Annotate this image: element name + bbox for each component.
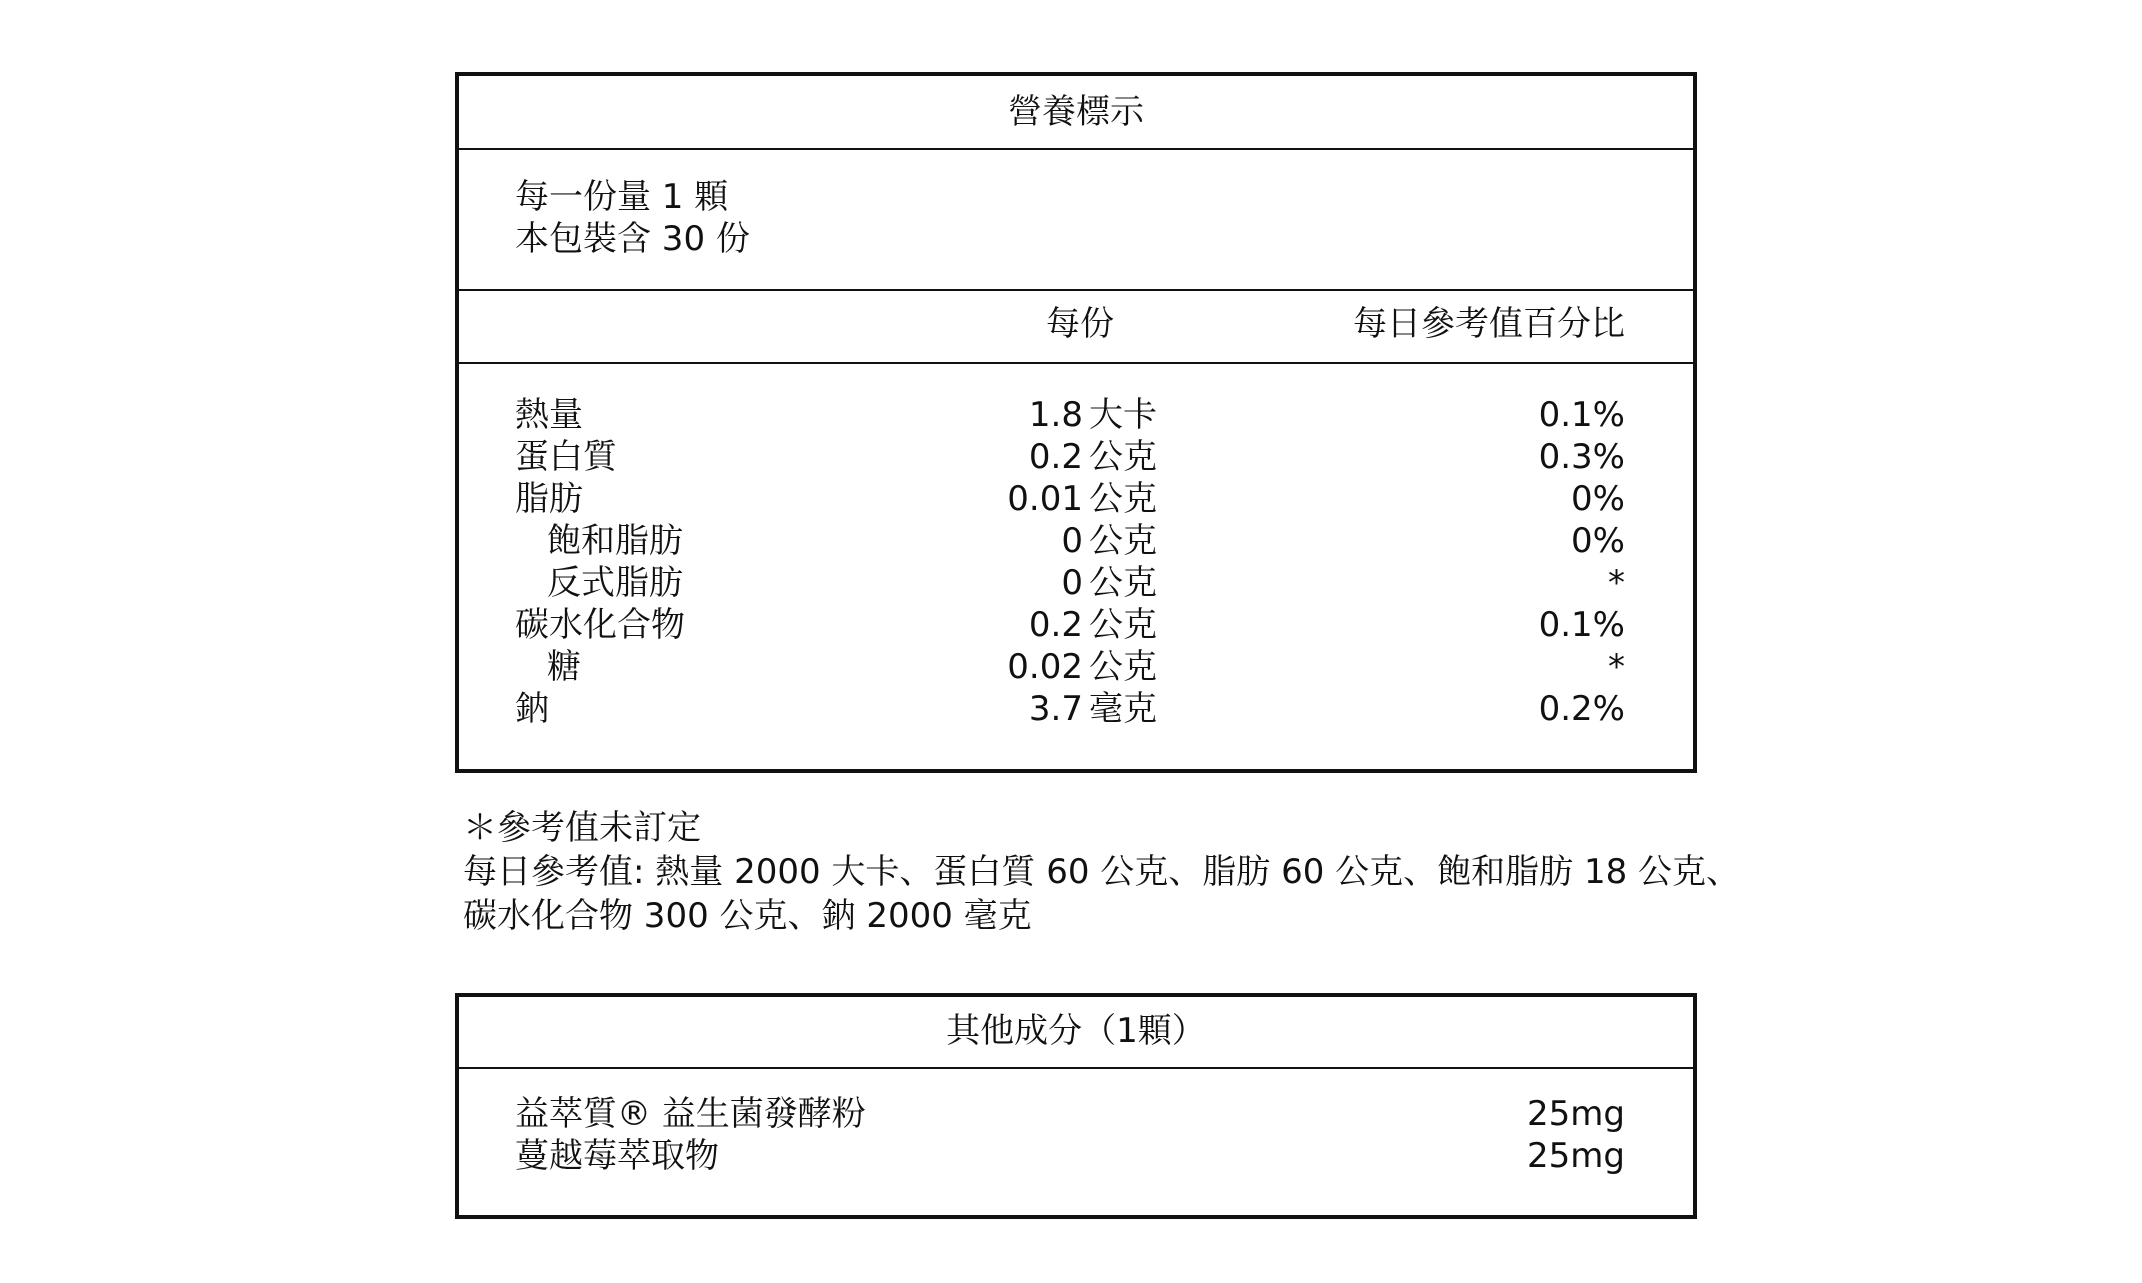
nutrient-unit: 毫克 bbox=[1089, 689, 1157, 729]
footnote-undetermined: ＊參考值未訂定 bbox=[463, 808, 701, 848]
nutrient-amount: 0.02 bbox=[1007, 647, 1083, 687]
other-ingredients-panel bbox=[455, 993, 1697, 1219]
nutrient-daily-value: 0.1% bbox=[1538, 395, 1625, 435]
nutrient-name: 脂肪 bbox=[515, 479, 583, 519]
nutrient-daily-value: 0% bbox=[1571, 479, 1625, 519]
ingredient-name: 蔓越莓萃取物 bbox=[515, 1136, 719, 1176]
nutrition-facts-panel bbox=[455, 72, 1697, 773]
ingredient-amount: 25mg bbox=[1527, 1094, 1625, 1134]
nutrient-name: 糖 bbox=[547, 647, 581, 687]
nutrient-name: 碳水化合物 bbox=[515, 605, 685, 645]
column-header-daily-value: 每日參考值百分比 bbox=[1353, 304, 1625, 344]
column-header-per-serving: 每份 bbox=[1046, 304, 1114, 344]
footnote-daily-reference-line-2: 碳水化合物 300 公克、鈉 2000 毫克 bbox=[463, 896, 1032, 936]
nutrient-amount: 0.2 bbox=[1028, 605, 1083, 645]
nutrition-panel-title: 營養標示 bbox=[1008, 92, 1144, 132]
ingredient-name: 益萃質® 益生菌發酵粉 bbox=[515, 1094, 866, 1134]
nutrient-name: 熱量 bbox=[515, 395, 583, 435]
nutrient-daily-value: 0.3% bbox=[1538, 437, 1625, 477]
servings-per-package: 本包裝含 30 份 bbox=[515, 219, 750, 259]
nutrient-name: 鈉 bbox=[515, 689, 549, 729]
nutrient-daily-value: * bbox=[1608, 647, 1625, 687]
ingredients-panel-title: 其他成分（1顆） bbox=[946, 1011, 1206, 1051]
nutrient-row-calories bbox=[459, 394, 1693, 436]
nutrient-daily-value: 0.2% bbox=[1538, 689, 1625, 729]
nutrient-unit: 公克 bbox=[1089, 647, 1157, 687]
ingredient-row bbox=[459, 1093, 1693, 1135]
nutrient-amount: 0.01 bbox=[1007, 479, 1083, 519]
nutrient-unit: 大卡 bbox=[1089, 395, 1157, 435]
nutrient-unit: 公克 bbox=[1089, 605, 1157, 645]
nutrient-row-fat bbox=[459, 478, 1693, 520]
footnote-daily-reference-line-1: 每日參考值: 熱量 2000 大卡、蛋白質 60 公克、脂肪 60 公克、飽和脂肪 18 公克、 bbox=[463, 852, 1741, 892]
nutrient-daily-value: * bbox=[1608, 563, 1625, 603]
nutrient-daily-value: 0.1% bbox=[1538, 605, 1625, 645]
divider bbox=[459, 362, 1693, 364]
nutrient-unit: 公克 bbox=[1089, 437, 1157, 477]
nutrient-row-carbohydrate bbox=[459, 604, 1693, 646]
divider bbox=[459, 148, 1693, 150]
nutrient-amount: 3.7 bbox=[1028, 689, 1083, 729]
nutrient-daily-value: 0% bbox=[1571, 521, 1625, 561]
nutrient-row-saturated-fat bbox=[459, 520, 1693, 562]
nutrient-name: 反式脂肪 bbox=[547, 563, 683, 603]
nutrient-amount: 0 bbox=[1061, 563, 1083, 603]
nutrient-unit: 公克 bbox=[1089, 521, 1157, 561]
nutrient-row-protein bbox=[459, 436, 1693, 478]
ingredient-amount: 25mg bbox=[1527, 1136, 1625, 1176]
nutrient-unit: 公克 bbox=[1089, 563, 1157, 603]
nutrient-amount: 0.2 bbox=[1028, 437, 1083, 477]
divider bbox=[459, 289, 1693, 291]
nutrient-name: 蛋白質 bbox=[515, 437, 617, 477]
divider bbox=[459, 1067, 1693, 1069]
footnotes bbox=[463, 806, 1741, 938]
serving-size: 每一份量 1 顆 bbox=[515, 177, 729, 217]
nutrient-unit: 公克 bbox=[1089, 479, 1157, 519]
nutrient-name: 飽和脂肪 bbox=[547, 521, 683, 561]
nutrient-row-sodium bbox=[459, 688, 1693, 730]
ingredient-row bbox=[459, 1135, 1693, 1177]
nutrient-row-trans-fat bbox=[459, 562, 1693, 604]
nutrient-amount: 1.8 bbox=[1028, 395, 1083, 435]
nutrient-row-sugar bbox=[459, 646, 1693, 688]
nutrient-amount: 0 bbox=[1061, 521, 1083, 561]
